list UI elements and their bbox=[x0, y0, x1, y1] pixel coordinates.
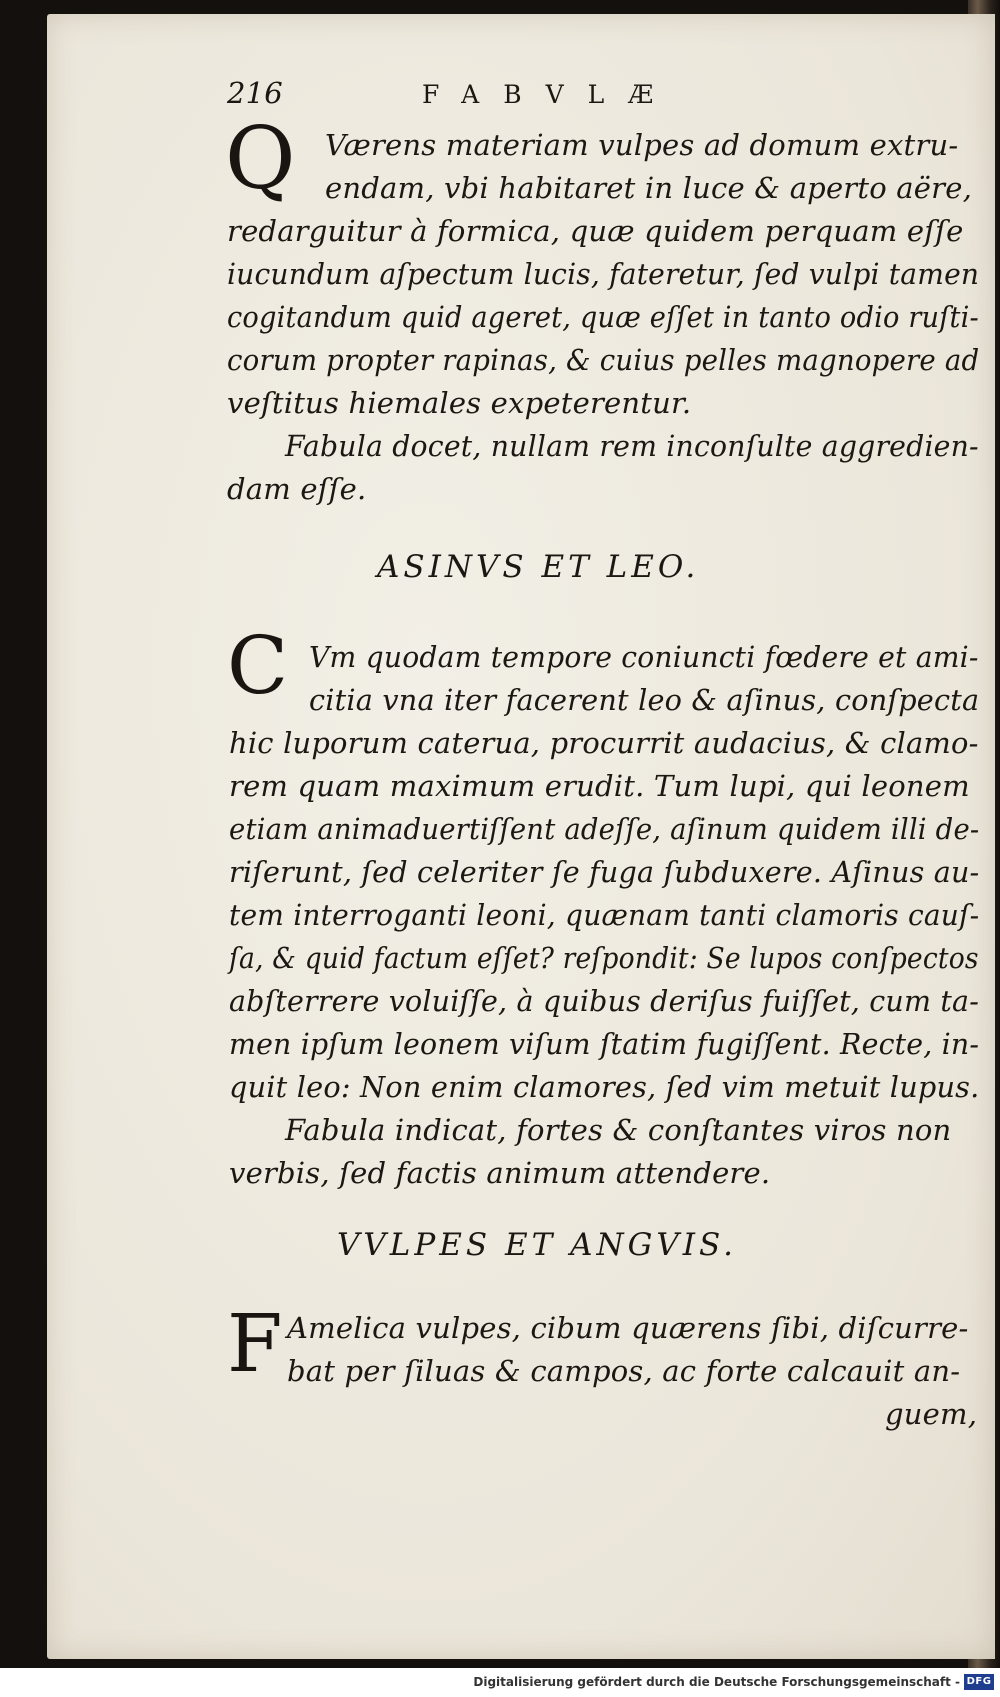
fable3-heading: VVLPES ET ANGVIS. bbox=[337, 1227, 737, 1263]
text-line: Værens materiam vulpes ad domum extru- bbox=[325, 128, 959, 162]
drop-cap-q: Q bbox=[225, 109, 296, 209]
text-line: Amelica vulpes, cibum quærens ſibi, diſcurre- bbox=[287, 1311, 969, 1345]
dfg-logo-icon: DFG bbox=[964, 1674, 994, 1690]
text-line: ſa, & quid factum eſſet? reſpondit: Se lupos conſpectos bbox=[229, 941, 979, 975]
text-line: cogitandum quid ageret, quæ eſſet in tanto odio ruſti- bbox=[227, 300, 979, 334]
text-line: Vm quodam tempore coniuncti fœdere et ami- bbox=[309, 640, 979, 674]
page-number: 216 bbox=[227, 76, 283, 110]
moral-line: Fabula docet, nullam rem inconſulte aggredien- bbox=[285, 429, 979, 463]
moral-line: Fabula indicat, fortes & conſtantes viros non bbox=[285, 1113, 952, 1147]
moral-line: dam eſſe. bbox=[227, 472, 367, 506]
text-line: rem quam maximum erudit. Tum lupi, qui leonem bbox=[229, 769, 970, 803]
text-line: riſerunt, ſed celeriter ſe fuga ſubduxere. Aſinus au- bbox=[229, 855, 980, 889]
digitization-footer bbox=[0, 1668, 1000, 1697]
fable2-heading: ASINVS ET LEO. bbox=[377, 549, 700, 585]
text-line: redarguitur à formica, quæ quidem perquam eſſe bbox=[227, 214, 964, 248]
text-line: men ipſum leonem viſum ſtatim fugiſſent. Recte, in- bbox=[229, 1027, 980, 1061]
book-page bbox=[47, 14, 995, 1659]
text-line: endam, vbi habitaret in luce & aperto aëre, bbox=[325, 171, 972, 205]
text-line: veſtitus hiemales expeterentur. bbox=[227, 386, 692, 420]
text-line: etiam animaduertiſſent adeſſe, aſinum quidem illi de- bbox=[229, 812, 980, 846]
running-head: FABVLÆ bbox=[422, 80, 678, 109]
text-line: corum propter rapinas, & cuius pelles magnopere ad bbox=[227, 343, 980, 377]
drop-cap-c: C bbox=[227, 619, 289, 712]
moral-line: verbis, ſed factis animum attendere. bbox=[229, 1156, 771, 1190]
text-line: citia vna iter facerent leo & aſinus, conſpecta bbox=[309, 683, 980, 717]
text-line: iucundum aſpectum lucis, fateretur, ſed vulpi tamen bbox=[227, 257, 980, 291]
text-line: hic luporum caterua, procurrit audacius, & clamo- bbox=[229, 726, 979, 760]
funding-credit: Digitalisierung gefördert durch die Deutsche Forschungsgemeinschaft - bbox=[473, 1675, 960, 1689]
text-line: bat per ſiluas & campos, ac forte calcauit an- bbox=[287, 1354, 961, 1388]
catchword: guem, bbox=[885, 1397, 978, 1431]
text-line: tem interroganti leoni, quænam tanti clamoris cauſ- bbox=[229, 898, 980, 932]
drop-cap-f: F bbox=[227, 1297, 283, 1390]
text-line: quit leo: Non enim clamores, ſed vim metuit lupus. bbox=[229, 1070, 980, 1104]
text-line: abſterrere voluiſſe, à quibus deriſus fuiſſet, cum ta- bbox=[229, 984, 980, 1018]
